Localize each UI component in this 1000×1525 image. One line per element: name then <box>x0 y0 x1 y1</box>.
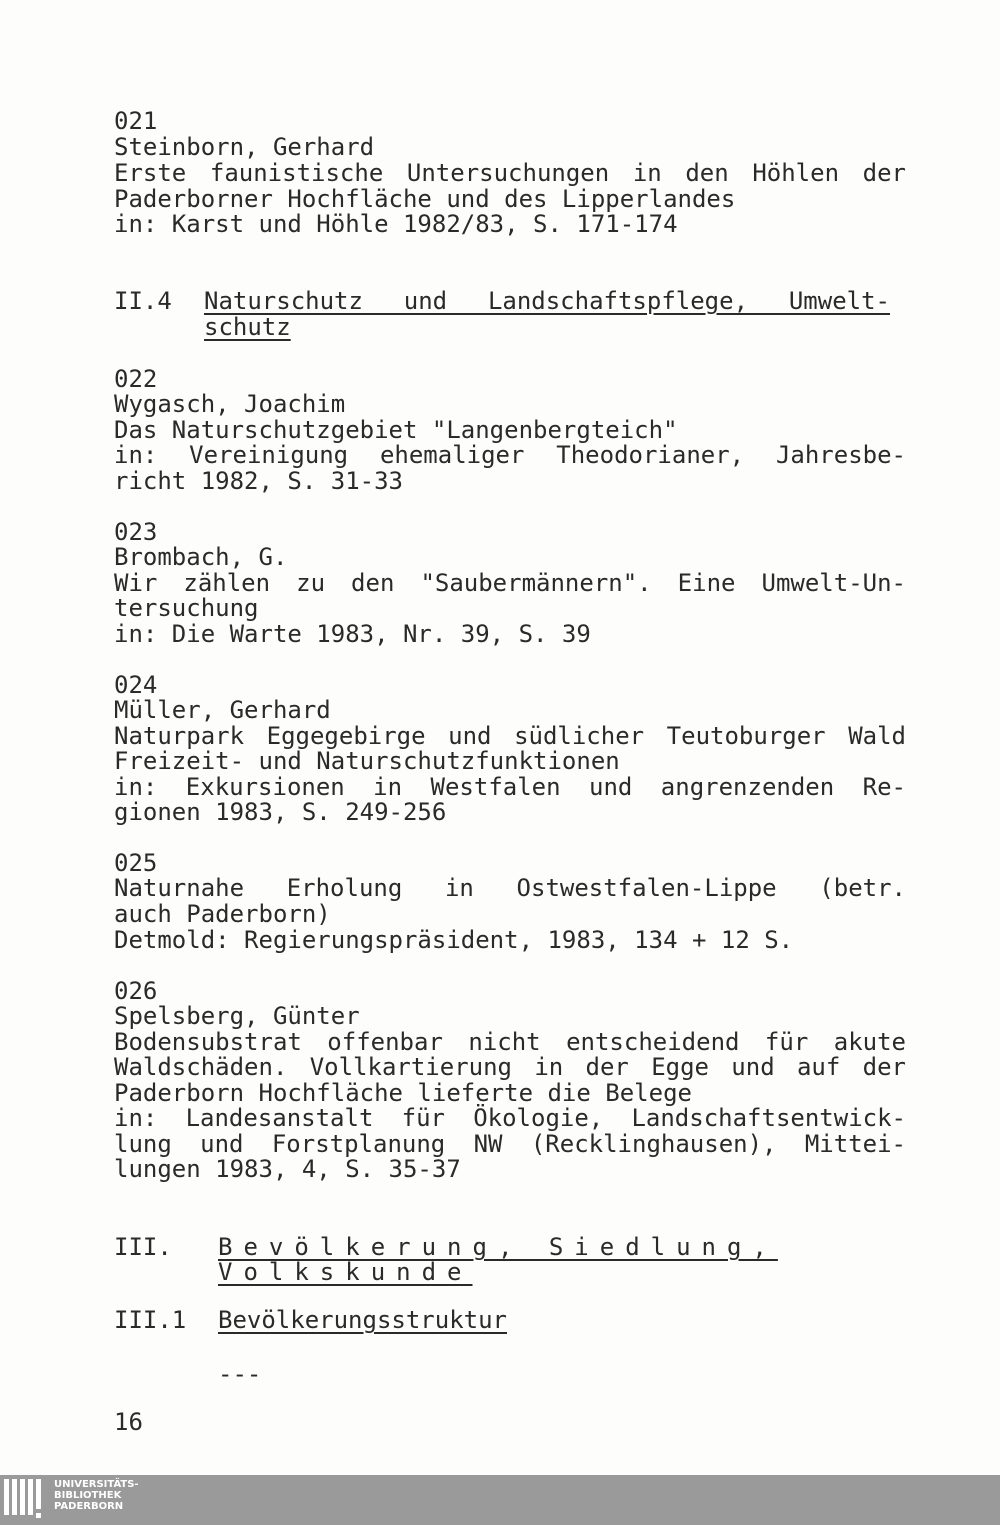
entry-title-line: tersuchung <box>114 594 259 622</box>
entry-title-line: Erste faunistische Untersuchungen in den Höhlen der <box>114 159 906 187</box>
entry-source-line: lungen 1983, 4, S. 35-37 <box>114 1155 461 1183</box>
library-logo-icon <box>4 1479 48 1519</box>
entry-source-line: in: Karst und Höhle 1982/83, S. 171-174 <box>114 210 678 238</box>
heading-text-line: Volkskunde <box>218 1258 473 1286</box>
heading-number: III. <box>114 1233 172 1261</box>
library-logo-text <box>54 1479 139 1512</box>
entry-source-line: in: Landesanstalt für Ökologie, Landschaftsentwick- <box>114 1104 906 1132</box>
entry-title-line: Paderborn Hochfläche lieferte die Belege <box>114 1079 692 1107</box>
entry-source-line: gionen 1983, S. 249-256 <box>114 798 447 826</box>
heading-text-line: schutz <box>204 313 291 341</box>
entry-source-line: in: Die Warte 1983, Nr. 39, S. 39 <box>114 620 591 648</box>
logo-text-line: BIBLIOTHEK <box>54 1490 122 1501</box>
logo-text-line: UNIVERSITÄTS- <box>54 1479 139 1490</box>
entry-title-line: Naturpark Eggegebirge und südlicher Teutoburger Wald <box>114 722 906 750</box>
entry-number: 022 <box>114 365 158 393</box>
heading-text-line: Naturschutz und Landschaftspflege, Umwelt- <box>204 287 890 315</box>
entry-number: 025 <box>114 849 158 877</box>
entry-source-line: richt 1982, S. 31-33 <box>114 467 403 495</box>
library-footer-bar <box>0 1475 1000 1525</box>
entry-title-line: Das Naturschutzgebiet "Langenbergteich" <box>114 416 678 444</box>
logo-text-line: PADERBORN <box>54 1501 124 1512</box>
entry-author: Müller, Gerhard <box>114 696 331 724</box>
entry-title-line: Naturnahe Erholung in Ostwestfalen-Lippe (betr. <box>114 874 906 902</box>
entry-title-line: Freizeit- und Naturschutzfunktionen <box>114 747 620 775</box>
entry-number: 026 <box>114 977 158 1005</box>
entry-title-line: Paderborner Hochfläche und des Lipperlandes <box>114 185 736 213</box>
entry-title-line: auch Paderborn) <box>114 900 331 928</box>
heading-text-line: Bevölkerung, Siedlung, <box>218 1233 778 1261</box>
entry-author: Spelsberg, Günter <box>114 1002 360 1030</box>
entry-title-line: Bodensubstrat offenbar nicht entscheidend für akute <box>114 1028 906 1056</box>
entry-number: 024 <box>114 671 158 699</box>
entry-source-line: Detmold: Regierungspräsident, 1983, 134 + 12 S. <box>114 926 794 954</box>
page-number: 16 <box>114 1408 143 1436</box>
heading-number: III.1 <box>114 1306 187 1334</box>
entry-source-line: lung und Forstplanung NW (Recklinghausen), Mittei- <box>114 1130 906 1158</box>
entry-author: Steinborn, Gerhard <box>114 133 375 161</box>
heading-text-line: Bevölkerungsstruktur <box>218 1306 507 1334</box>
entry-source-line: in: Exkursionen in Westfalen und angrenzenden Re- <box>114 773 906 801</box>
entry-number: 021 <box>114 107 158 135</box>
entry-source-line: in: Vereinigung ehemaliger Theodorianer, Jahresbe- <box>114 441 906 469</box>
entry-title-line: Waldschäden. Vollkartierung in der Egge und auf der <box>114 1053 906 1081</box>
heading-number: II.4 <box>114 287 172 315</box>
entry-title-line: Wir zählen zu den "Saubermännern". Eine Umwelt-Un- <box>114 569 906 597</box>
entry-number: 023 <box>114 518 158 546</box>
entry-author: Wygasch, Joachim <box>114 390 346 418</box>
entry-author: Brombach, G. <box>114 543 288 571</box>
empty-section-dash: --- <box>218 1360 262 1388</box>
